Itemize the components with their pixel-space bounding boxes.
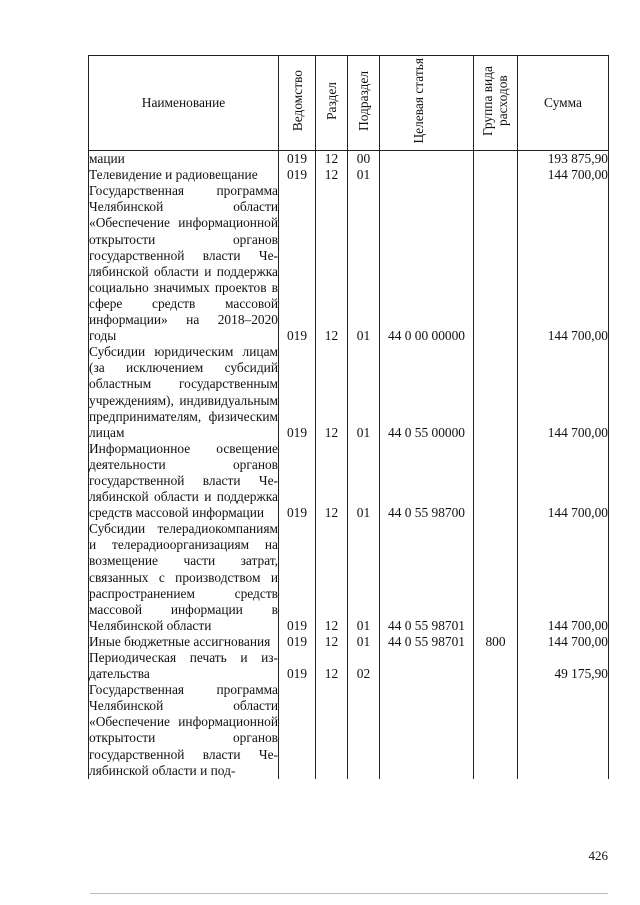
row-section: 12 <box>316 441 348 521</box>
row-department: 019 <box>279 167 316 183</box>
row-expense-group: 800 <box>474 634 518 650</box>
header-target-article: Целевая статья <box>380 56 474 151</box>
row-target-article <box>380 167 474 183</box>
row-section: 12 <box>316 167 348 183</box>
row-subsection: 01 <box>348 167 380 183</box>
row-expense-group <box>474 183 518 344</box>
row-section <box>316 682 348 779</box>
row-name: Иные бюджетные ассигнования <box>89 634 279 650</box>
row-amount: 144 700,00 <box>518 183 609 344</box>
row-name: мации <box>89 151 279 168</box>
row-department: 019 <box>279 521 316 634</box>
table-row <box>89 167 609 183</box>
row-amount: 144 700,00 <box>518 634 609 650</box>
row-subsection: 00 <box>348 151 380 168</box>
row-amount: 49 175,90 <box>518 650 609 682</box>
table-header-row <box>89 56 609 151</box>
row-amount: 193 875,90 <box>518 151 609 168</box>
row-expense-group <box>474 344 518 441</box>
table-row <box>89 151 609 168</box>
row-section: 12 <box>316 521 348 634</box>
table-row <box>89 650 609 682</box>
row-department: 019 <box>279 344 316 441</box>
row-department: 019 <box>279 151 316 168</box>
row-name: Субсидии телерадиокомпаниям и телерадиоорганизациям на возмещение части затрат, связанных с производством и распространением средств массовой информации в Челябинской области <box>89 521 278 633</box>
row-target-article <box>380 650 474 682</box>
row-name: Информационное освещение деятельности органов государственной власти Челябинской области и поддержка средств массовой информации <box>89 440 278 521</box>
row-department: 019 <box>279 183 316 344</box>
row-department <box>279 682 316 779</box>
budget-table <box>88 55 609 779</box>
table-row <box>89 682 609 779</box>
row-name: Периодическая печать и издательства <box>89 650 278 682</box>
row-name: Субсидии юридическим лицам (за исключением субсидий областным государственным учреждениям), индивидуальным предпринимателям, физическим лицам <box>89 344 278 440</box>
page-number: 426 <box>588 848 608 863</box>
row-expense-group <box>474 682 518 779</box>
row-section: 12 <box>316 183 348 344</box>
row-department: 019 <box>279 650 316 682</box>
row-expense-group <box>474 167 518 183</box>
row-subsection: 01 <box>348 634 380 650</box>
row-amount: 144 700,00 <box>518 441 609 521</box>
header-expense-group: Группа вида расходов <box>474 56 518 151</box>
row-name: Телевидение и радиовещание <box>89 167 279 183</box>
header-section: Раздел <box>316 56 348 151</box>
header-amount: Сумма <box>518 56 609 151</box>
row-target-article <box>380 682 474 779</box>
row-target-article: 44 0 55 98701 <box>380 634 474 650</box>
bottom-divider <box>90 893 608 894</box>
row-section: 12 <box>316 151 348 168</box>
row-section: 12 <box>316 650 348 682</box>
row-expense-group <box>474 151 518 168</box>
row-expense-group <box>474 521 518 634</box>
row-expense-group <box>474 441 518 521</box>
row-section: 12 <box>316 634 348 650</box>
row-amount: 144 700,00 <box>518 521 609 634</box>
table-row <box>89 634 609 650</box>
row-subsection: 01 <box>348 521 380 634</box>
row-subsection: 02 <box>348 650 380 682</box>
header-name: Наименование <box>89 56 279 151</box>
row-subsection: 01 <box>348 344 380 441</box>
row-target-article: 44 0 55 00000 <box>380 344 474 441</box>
row-department: 019 <box>279 634 316 650</box>
row-name: Государственная программа Челябинской области «Обеспечение информационной открытости органов государственной власти Челябинской области и поддержка социально значимых проектов в сфере средств массовой информации» на 2018–2020 годы <box>89 183 278 344</box>
row-target-article: 44 0 55 98700 <box>380 441 474 521</box>
row-department: 019 <box>279 441 316 521</box>
row-target-article <box>380 151 474 168</box>
row-amount: 144 700,00 <box>518 344 609 441</box>
row-target-article: 44 0 00 00000 <box>380 183 474 344</box>
row-name: Государственная программа Челябинской области «Обеспечение информационной открытости органов государственной власти Челябинской области и под- <box>89 682 278 778</box>
row-expense-group <box>474 650 518 682</box>
row-amount: 144 700,00 <box>518 167 609 183</box>
row-subsection: 01 <box>348 183 380 344</box>
table-row <box>89 183 609 344</box>
header-subsection: Подраздел <box>348 56 380 151</box>
row-amount <box>518 682 609 779</box>
row-subsection <box>348 682 380 779</box>
table-row <box>89 344 609 441</box>
table-row <box>89 441 609 521</box>
row-subsection: 01 <box>348 441 380 521</box>
table-row <box>89 521 609 634</box>
header-department: Ведомство <box>279 56 316 151</box>
row-section: 12 <box>316 344 348 441</box>
row-target-article: 44 0 55 98701 <box>380 521 474 634</box>
